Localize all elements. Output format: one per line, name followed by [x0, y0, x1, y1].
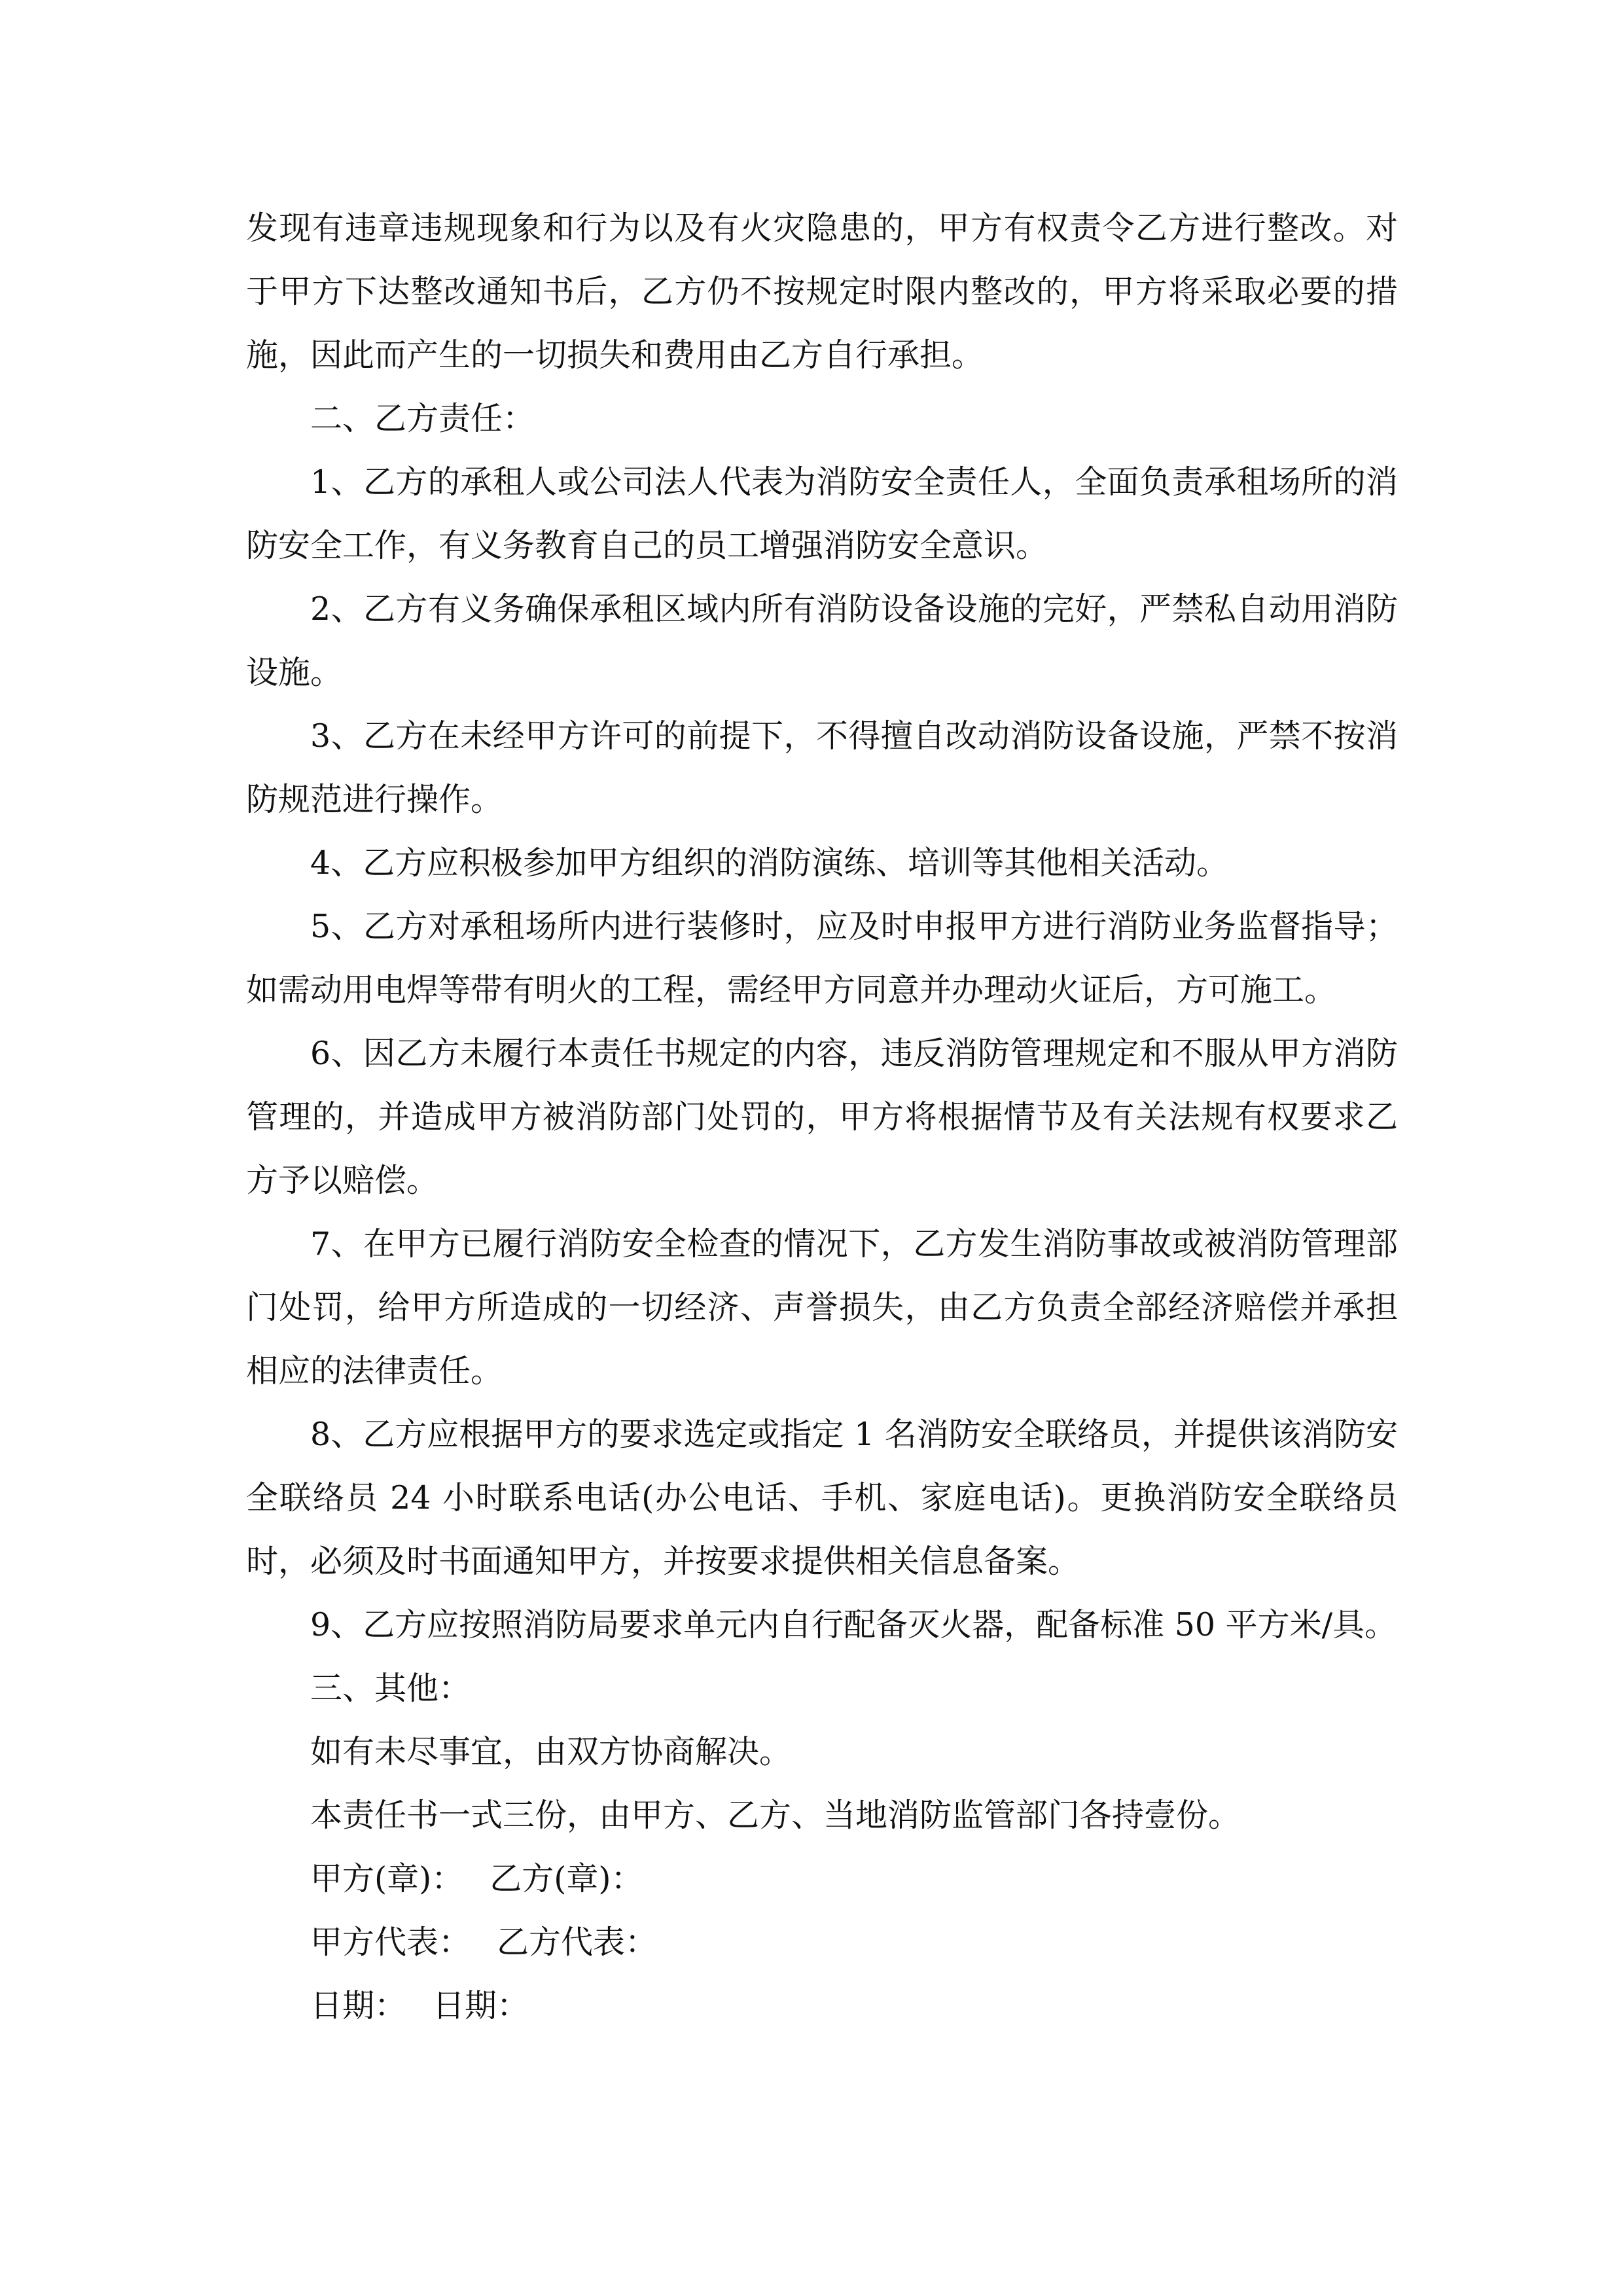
clause-4: 4、乙方应积极参加甲方组织的消防演练、培训等其他相关活动。	[310, 844, 1229, 882]
section-heading-other: 三、其他：	[310, 1670, 471, 1707]
date-label-party-a: 日期：	[310, 1987, 407, 2024]
signature-representative-row	[246, 1910, 1398, 1974]
clause-2: 2、乙方有义务确保承租区域内所有消防设备设施的完好，严禁私自动用消防设施。	[246, 590, 1398, 691]
date-label-party-b: 日期：	[433, 1987, 529, 2024]
clause-8: 8、乙方应根据甲方的要求选定或指定 1 名消防安全联络员，并提供该消防安全联络员 24 小时联系电话(办公电话、手机、家庭电话)。更换消防安全联络员时，必须及时书面通知甲方，并按要求提供相关信息备案。	[246, 1416, 1398, 1580]
signature-seal-row	[246, 1847, 1398, 1910]
signature-date-row	[246, 1974, 1398, 2037]
clause-6: 6、因乙方未履行本责任书规定的内容，违反消防管理规定和不服从甲方消防管理的，并造成甲方被消防部门处罚的，甲方将根据情节及有关法规有权要求乙方予以赔偿。	[246, 1035, 1398, 1199]
clause-3: 3、乙方在未经甲方许可的前提下，不得擅自改动消防设备设施，严禁不按消防规范进行操作。	[246, 717, 1398, 818]
seal-label-party-a: 甲方(章)：	[310, 1860, 464, 1897]
representative-label-party-a: 甲方代表：	[310, 1924, 471, 1961]
clause-9: 9、乙方应按照消防局要求单元内自行配备灭火器，配备标准 50 平方米/具。	[310, 1606, 1397, 1643]
other-clause-2: 本责任书一式三份，由甲方、乙方、当地消防监管部门各持壹份。	[310, 1797, 1241, 1834]
representative-label-party-b: 乙方代表：	[497, 1924, 658, 1961]
other-clause-1: 如有未尽事宜，由双方协商解决。	[310, 1733, 792, 1770]
clause-7: 7、在甲方已履行消防安全检查的情况下，乙方发生消防事故或被消防管理部门处罚，给甲方所造成的一切经济、声誉损失，由乙方负责全部经济赔偿并承担相应的法律责任。	[246, 1225, 1398, 1390]
clause-5: 5、乙方对承租场所内进行装修时，应及时申报甲方进行消防业务监督指导；如需动用电焊等带有明火的工程，需经甲方同意并办理动火证后，方可施工。	[246, 908, 1398, 1009]
section-heading-party-b: 二、乙方责任：	[310, 400, 535, 437]
clause-1: 1、乙方的承租人或公司法人代表为消防安全责任人，全面负责承租场所的消防安全工作，有义务教育自己的员工增强消防安全意识。	[246, 463, 1398, 564]
seal-label-party-b: 乙方(章)：	[490, 1860, 643, 1897]
document-body	[246, 196, 1398, 2037]
paragraph-intro: 发现有违章违规现象和行为以及有火灾隐患的，甲方有权责令乙方进行整改。对于甲方下达整改通知书后，乙方仍不按规定时限内整改的，甲方将采取必要的措施，因此而产生的一切损失和费用由乙方自行承担。	[246, 209, 1398, 374]
